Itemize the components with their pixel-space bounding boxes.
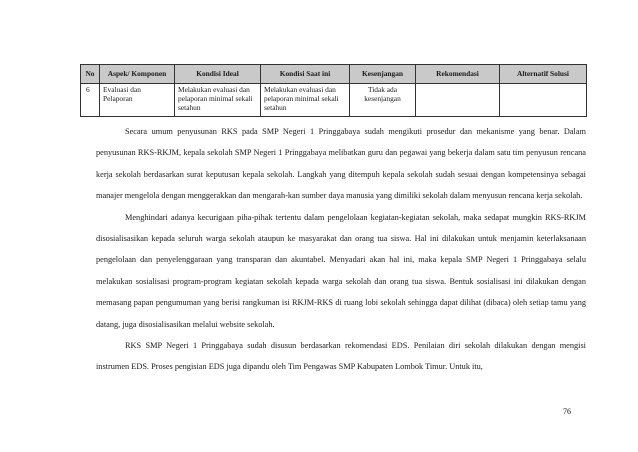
header-alternatif-solusi: Alternatif Solusi bbox=[500, 65, 587, 84]
cell-rekomendasi bbox=[416, 84, 500, 117]
cell-alternatif-solusi bbox=[500, 84, 587, 117]
header-aspek: Aspek/ Komponen bbox=[100, 65, 175, 84]
paragraph: RKS SMP Negeri 1 Pringgabaya sudah disusun berdasarkan rekomendasi EDS. Penilaian diri sekolah dilakukan dengan mengisi instrumen EDS. Proses pengisian EDS juga dipandu oleh Tim Pengawas SMP Kabupaten Lombok Timur. Untuk itu, bbox=[96, 341, 586, 372]
header-kondisi-saat-ini: Kondisi Saat ini bbox=[261, 65, 350, 84]
page-number: 76 bbox=[563, 407, 571, 416]
cell-kondisi-ideal: Melakukan evaluasi dan pelaporan minimal sekali setahun bbox=[175, 84, 261, 117]
header-no: No bbox=[81, 65, 100, 84]
rks-analysis-table bbox=[80, 64, 587, 117]
header-rekomendasi: Rekomendasi bbox=[416, 65, 500, 84]
body-text bbox=[96, 121, 586, 378]
cell-aspek: Evaluasi dan Pelaporan bbox=[100, 84, 175, 117]
header-kondisi-ideal: Kondisi Ideal bbox=[175, 65, 261, 84]
table-header-row bbox=[81, 65, 587, 84]
table-row bbox=[81, 84, 587, 117]
paragraph: Secara umum penyusunan RKS pada SMP Negeri 1 Pringgabaya sudah mengikuti prosedur dan mekanisme yang benar. Dalam penyusunan RKS-RKJM, kepala sekolah SMP Negeri 1 Pringgabaya melibatkan guru dan pegawai yang bekerja dalam satu tim penyusun rencana kerja sekolah berdasarkan surat keputusan kepala sekolah. Langkah yang ditempuh kepala sekolah sudah sesuai dengan kompetensinya sebagai manajer mengelola dengan menggerakkan dan mengarah-kan sumber daya manusia yang dimiliki sekolah dalam menyusun rencana kerja sekolah. bbox=[96, 127, 586, 201]
cell-kesenjangan: Tidak ada kesenjangan bbox=[350, 84, 416, 117]
header-kesenjangan: Kesenjangan bbox=[350, 65, 416, 84]
paragraph: Menghindari adanya kecurigaan piha-pihak tertentu dalam pengelolaan kegiatan-kegiatan sekolah, maka sedapat mungkin RKS-RKJM disosialisasikan kepada seluruh warga sekolah ataupun ke masyarakat dan orang tua siswa. Hal ini dilakukan untuk menjamin keterlaksanaan pengelolaan dan penyelenggaraan yang transparan dan akuntabel. Menyadari akan hal ini, maka kepala SMP Negeri 1 Pringgabaya selalu melakukan sosialisasi program-program kegiatan sekolah kepada warga sekolah dan orang tua siswa. Bentuk sosialisasi ini dilakukan dengan memasang papan pengumuman yang berisi rangkuman isi RKJM-RKS di ruang lobi sekolah sehingga dapat dilihat (dibaca) oleh setiap tamu yang datang, juga disosialisasikan melalui website sekolah. bbox=[96, 212, 586, 329]
cell-kondisi-saat-ini: Melakukan evaluasi dan pelaporan minimal sekali setahun bbox=[261, 84, 350, 117]
cell-no: 6 bbox=[81, 84, 100, 117]
